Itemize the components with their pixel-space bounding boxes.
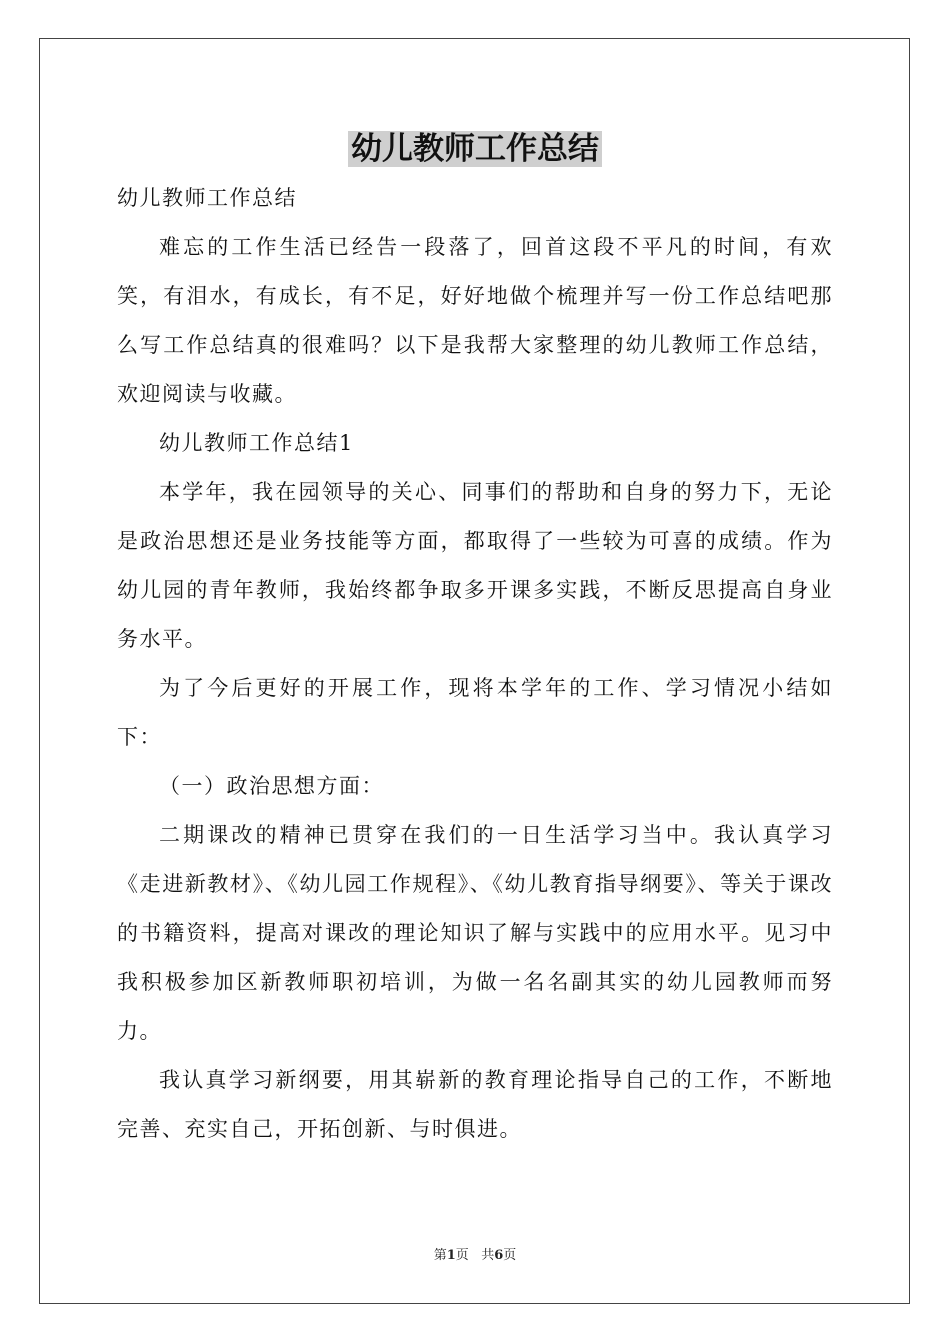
body-paragraph: 难忘的工作生活已经告一段落了，回首这段不平凡的时间，有欢笑，有泪水，有成长，有不足，好好地做个梳理并写一份工作总结吧那么写工作总结真的很难吗？以下是我帮大家整理的幼儿教师工作总结，欢迎阅读与收藏。 (117, 235, 833, 406)
body-paragraph: 我认真学习新纲要，用其崭新的教育理论指导自己的工作，不断地完善、充实自己，开拓创新、与时俱进。 (117, 1068, 833, 1141)
page-number: 1 (446, 1248, 456, 1263)
section-heading: 幼儿教师工作总结1 (159, 431, 354, 455)
document-title-text: 幼儿教师工作总结 (348, 131, 602, 167)
page-prefix: 第 (433, 1248, 447, 1263)
page-footer (0, 1246, 950, 1266)
total-suffix: 页 (503, 1248, 517, 1263)
body-paragraph: 为了今后更好的开展工作，现将本学年的工作、学习情况小结如下： (117, 676, 833, 749)
document-title (0, 126, 950, 172)
document-body (117, 174, 833, 1154)
body-paragraph: 本学年，我在园领导的关心、同事们的帮助和自身的努力下，无论是政治思想还是业务技能等方面，都取得了一些较为可喜的成绩。作为幼儿园的青年教师，我始终都争取多开课多实践，不断反思提高自身业务水平。 (117, 480, 833, 651)
subsection-heading: （一）政治思想方面： (159, 774, 384, 798)
total-pages: 6 (494, 1248, 504, 1263)
body-paragraph: 二期课改的精神已贯穿在我们的一日生活学习当中。我认真学习《走进新教材》、《幼儿园工作规程》、《幼儿教育指导纲要》、等关于课改的书籍资料，提高对课改的理论知识了解与实践中的应用水平。见习中我积极参加区新教师职初培训，为做一名名副其实的幼儿园教师而努力。 (117, 823, 833, 1043)
page-suffix: 页 (455, 1248, 469, 1263)
total-prefix: 共 (481, 1248, 495, 1263)
body-subtitle: 幼儿教师工作总结 (117, 186, 297, 210)
